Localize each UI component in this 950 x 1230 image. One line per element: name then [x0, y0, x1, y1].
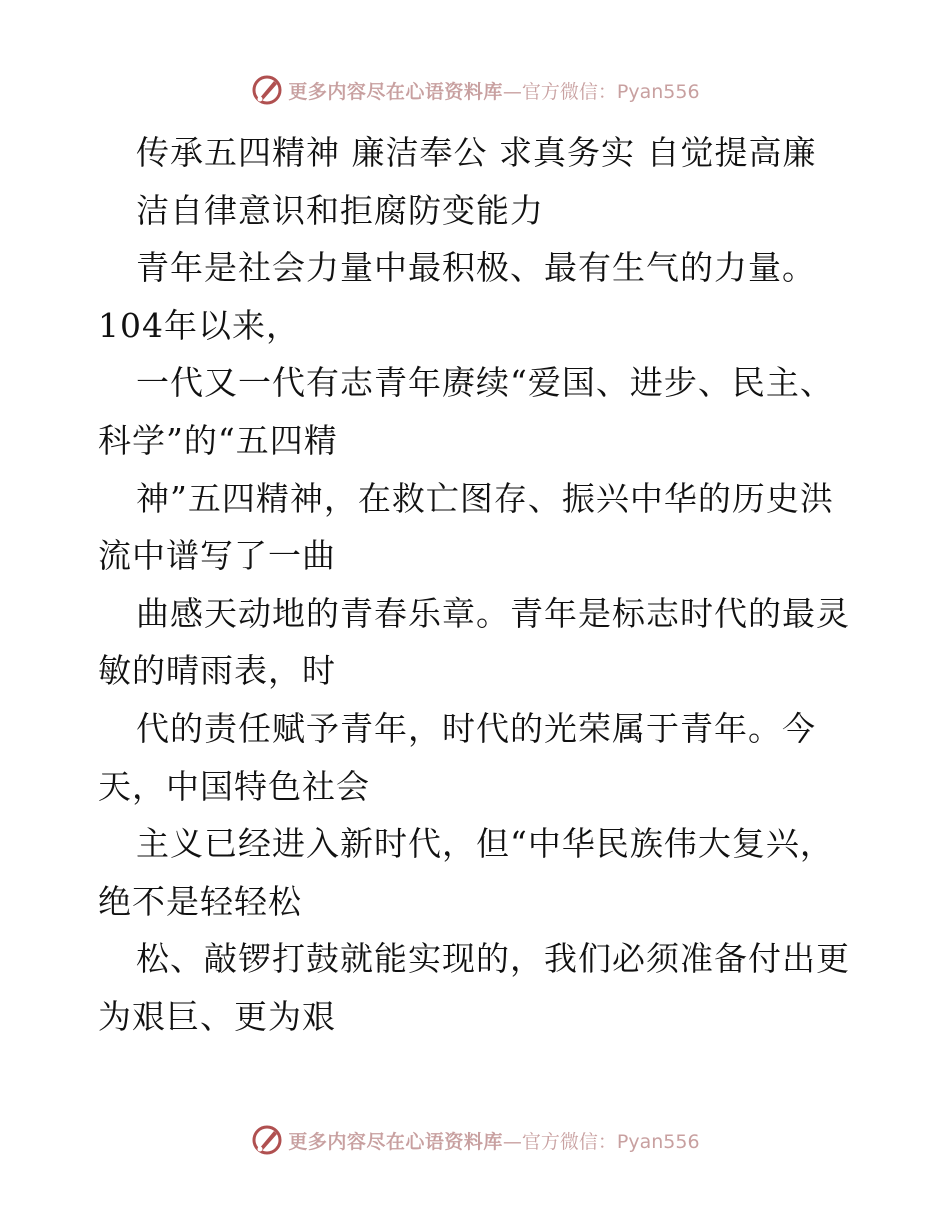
header-banner: [0, 70, 950, 110]
paragraph-line: 流中谱写了一曲: [98, 536, 336, 576]
footer-banner: [0, 1120, 950, 1160]
paragraph-line: 曲感天动地的青春乐章。青年是标志时代的最灵: [136, 593, 850, 633]
paragraph-line: 敏的晴雨表，时: [98, 651, 336, 691]
paragraph-line: 绝不是轻轻松: [98, 881, 302, 921]
header-banner-wechat: —官方微信：Pyan556: [502, 80, 700, 103]
quill-logo-icon: [250, 73, 284, 107]
quill-logo-icon: [250, 1123, 284, 1157]
paragraph-line: 为艰巨、更为艰: [98, 996, 336, 1036]
footer-banner-wechat: —官方微信：Pyan556: [502, 1130, 700, 1153]
paragraph-line: 青年是社会力量中最积极、最有生气的力量。: [136, 248, 816, 288]
title-line-1: 传承五四精神 廉洁奉公 求真务实 自觉提高廉: [136, 133, 817, 172]
document-body: [98, 124, 858, 1046]
footer-banner-title: 更多内容尽在心语资料库: [288, 1130, 503, 1153]
paragraph-line: 天，中国特色社会: [98, 766, 370, 806]
paragraph-line: 神”五四精神，在救亡图存、振兴中华的历史洪: [136, 478, 834, 518]
header-banner-title: 更多内容尽在心语资料库: [288, 80, 503, 103]
title-line-2: 洁自律意识和拒腐防变能力: [136, 190, 544, 230]
paragraph-line: 104年以来，: [98, 305, 300, 345]
paragraph-line: 代的责任赋予青年，时代的光荣属于青年。今: [136, 708, 816, 748]
paragraph-line: 科学”的“五四精: [98, 420, 338, 460]
paragraph-line: 一代又一代有志青年赓续“爱国、进步、民主、: [136, 363, 834, 403]
paragraph-line: 松、敲锣打鼓就能实现的，我们必须准备付出更: [136, 939, 850, 979]
paragraph-line: 主义已经进入新时代，但“中华民族伟大复兴，: [136, 824, 834, 864]
